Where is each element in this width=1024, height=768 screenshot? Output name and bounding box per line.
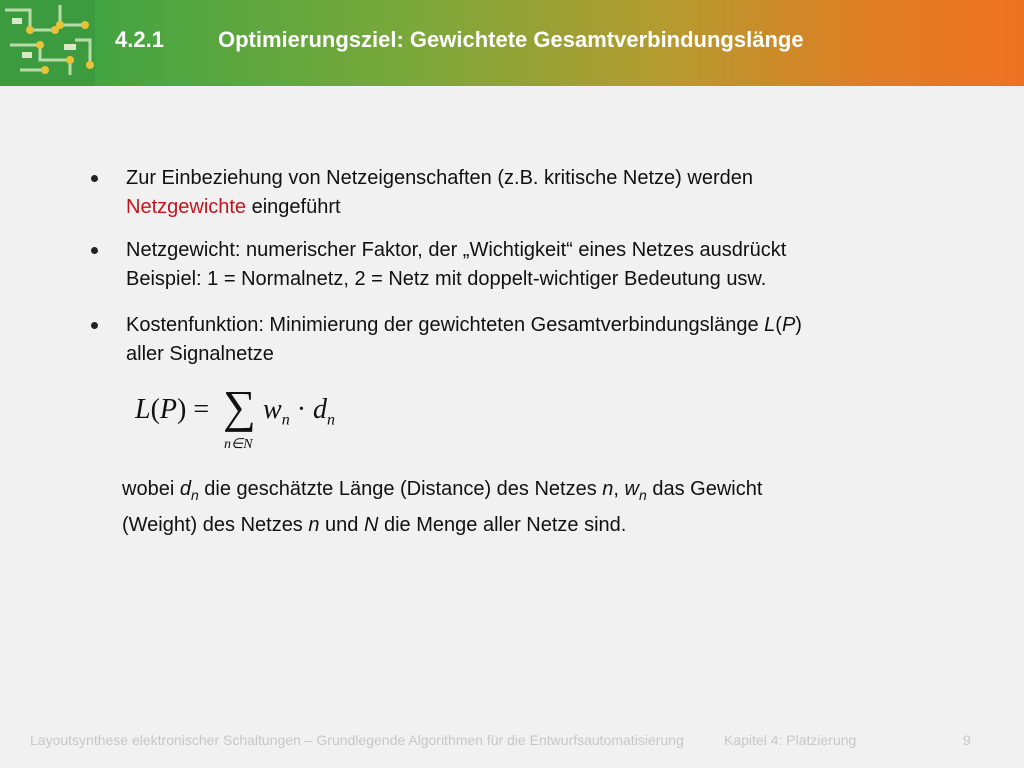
circuit-logo-icon xyxy=(0,0,95,86)
section-title: Optimierungsziel: Gewichtete Gesamtverbindungslänge xyxy=(218,27,804,52)
cost-formula xyxy=(135,381,375,458)
formula-rhs: $w_n \cdot d_n$ xyxy=(263,394,336,429)
paren: ) xyxy=(795,314,802,336)
bullet-cost-function xyxy=(126,311,966,369)
bullet-text: eingeführt xyxy=(246,196,341,218)
bullet-net-weights xyxy=(126,164,966,222)
footer-course: Layoutsynthese elektronischer Schaltungen – Grundlegende Algorithmen für die Entwurfsautomatisierung xyxy=(30,732,684,748)
paren: ( xyxy=(775,314,782,336)
sum-symbol: ∑ xyxy=(223,381,256,432)
bullet-text: Kostenfunktion: Minimierung der gewichteten Gesamtverbindungslänge xyxy=(126,314,765,336)
variable-P: P xyxy=(781,314,796,336)
bullet-net-weight-definition xyxy=(126,236,966,294)
highlight-text: Netzgewichte xyxy=(126,196,247,218)
footer-chapter: Kapitel 4: Platzierung xyxy=(724,732,857,748)
bullet-text: Zur Einbeziehung von Netzeigenschaften (z.B. kritische Netze) werden xyxy=(126,167,753,189)
formula-lhs: L(P) = xyxy=(135,394,210,425)
sum-subscript: n∈N xyxy=(224,437,253,452)
bullet-text: Netzgewicht: numerischer Faktor, der „Wichtigkeit“ eines Netzes ausdrückt xyxy=(126,239,787,261)
bullet-text: Beispiel: 1 = Normalnetz, 2 = Netz mit doppelt-wichtiger Bedeutung usw. xyxy=(126,268,767,290)
variable-L: L xyxy=(764,314,776,336)
formula-explanation: wobei $d_n$ die geschätzte Länge (Distance) des Netzes n, $w_n$ das Gewicht (Weight) des Netzes n und N die Menge aller Netze sind. xyxy=(122,478,763,536)
footer-page-number: 9 xyxy=(963,732,971,748)
section-number: 4.2.1 xyxy=(115,27,164,52)
header-band xyxy=(0,0,1024,86)
bullet-text: aller Signalnetze xyxy=(126,343,274,365)
page-title xyxy=(115,27,804,53)
